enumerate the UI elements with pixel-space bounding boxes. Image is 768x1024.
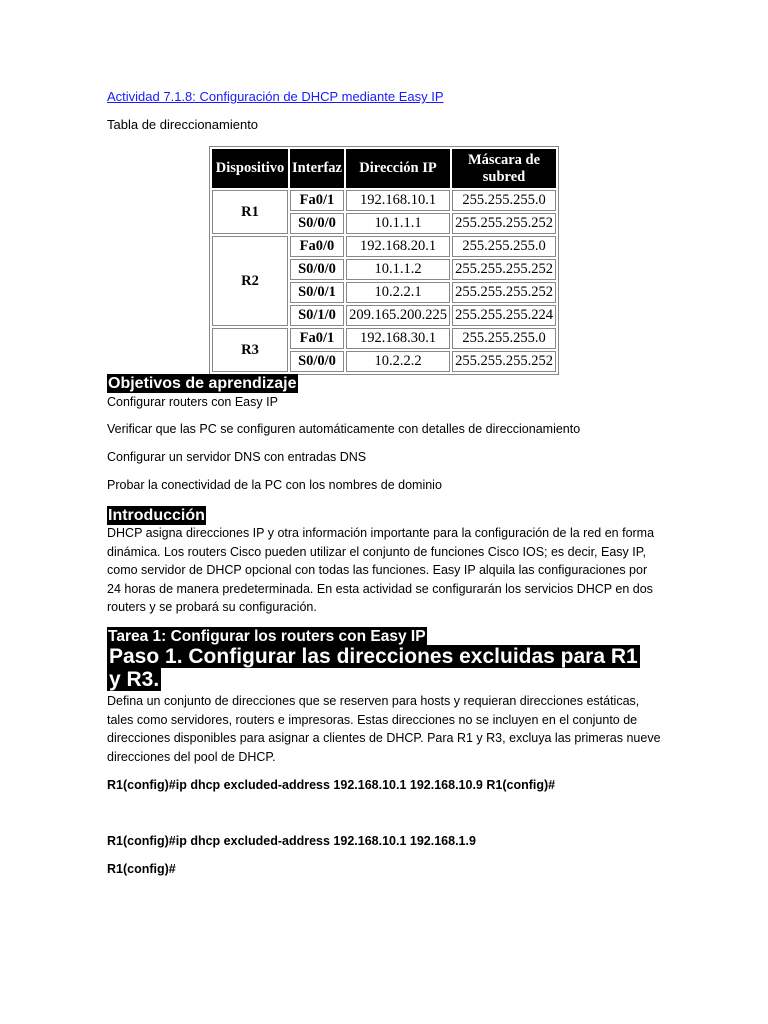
- objective-item: Verificar que las PC se configuren automáticamente con detalles de direccionamiento: [107, 422, 581, 436]
- header-mask: Máscara de subred: [452, 149, 556, 188]
- mask-cell: 255.255.255.224: [452, 305, 556, 326]
- ip-cell: 192.168.20.1: [346, 236, 450, 257]
- mask-cell: 255.255.255.252: [452, 259, 556, 280]
- table-row: [212, 328, 556, 349]
- task1-heading: Tarea 1: Configurar los routers con Easy IP: [108, 628, 426, 645]
- table-caption: Tabla de direccionamiento: [107, 117, 259, 132]
- ip-cell: 10.2.2.1: [346, 282, 450, 303]
- table-header-row: [212, 149, 556, 188]
- ip-cell: 192.168.10.1: [346, 190, 450, 211]
- mask-cell: 255.255.255.252: [452, 351, 556, 372]
- device-cell: R3: [212, 328, 288, 372]
- interface-cell: Fa0/0: [290, 236, 344, 257]
- ip-cell: 10.2.2.2: [346, 351, 450, 372]
- mask-cell: 255.255.255.0: [452, 328, 556, 349]
- step1-paragraph: Defina un conjunto de direcciones que se reserven para hosts y requieran direcciones estáticas, tales como servidores, routers e impresoras. Estas direcciones no se incluyen en el conjunto de direcciones disponibles para asignar a clientes de DHCP. Para R1 y R3, excluya las primeras nueve direcciones del pool de DHCP.: [107, 694, 661, 764]
- header-device: Dispositivo: [212, 149, 288, 188]
- ip-cell: 10.1.1.2: [346, 259, 450, 280]
- mask-cell: 255.255.255.252: [452, 282, 556, 303]
- objective-item: Probar la conectividad de la PC con los nombres de dominio: [107, 478, 442, 492]
- command-line: R1(config)#ip dhcp excluded-address 192.168.10.1 192.168.1.9: [107, 834, 476, 848]
- step1-heading-text: Paso 1. Configurar las direcciones excluidas para R1 y R3.: [109, 645, 638, 691]
- objectives-heading: Objetivos de aprendizaje: [108, 375, 297, 392]
- step1-heading: [107, 645, 647, 691]
- interface-cell: S0/0/0: [290, 213, 344, 234]
- device-cell: R2: [212, 236, 288, 326]
- mask-cell: 255.255.255.252: [452, 213, 556, 234]
- header-interface: Interfaz: [290, 149, 344, 188]
- command-line: R1(config)#: [107, 862, 176, 876]
- device-cell: R1: [212, 190, 288, 234]
- intro-heading: Introducción: [108, 507, 205, 524]
- activity-title-link[interactable]: Actividad 7.1.8: Configuración de DHCP mediante Easy IP: [107, 89, 444, 104]
- interface-cell: S0/1/0: [290, 305, 344, 326]
- objective-item: Configurar routers con Easy IP: [107, 395, 278, 409]
- interface-cell: Fa0/1: [290, 190, 344, 211]
- intro-paragraph: DHCP asigna direcciones IP y otra información importante para la configuración de la red en forma dinámica. Los routers Cisco pueden utilizar el conjunto de funciones Cisco IOS; es decir, Easy IP, como servidor de DHCP opcional con todas las funciones. Easy IP alquila las configuraciones por 24 horas de manera predeterminada. En esta actividad se configurarán los servicios DHCP en dos routers y se probará su configuración.: [107, 526, 655, 614]
- ip-cell: 10.1.1.1: [346, 213, 450, 234]
- addressing-table: [209, 146, 559, 375]
- table-row: [212, 236, 556, 257]
- interface-cell: S0/0/1: [290, 282, 344, 303]
- ip-cell: 192.168.30.1: [346, 328, 450, 349]
- ip-cell: 209.165.200.225: [346, 305, 450, 326]
- objective-item: Configurar un servidor DNS con entradas DNS: [107, 450, 367, 464]
- interface-cell: S0/0/0: [290, 259, 344, 280]
- mask-cell: 255.255.255.0: [452, 236, 556, 257]
- interface-cell: Fa0/1: [290, 328, 344, 349]
- header-ip: Dirección IP: [346, 149, 450, 188]
- table-row: [212, 190, 556, 211]
- command-line: R1(config)#ip dhcp excluded-address 192.168.10.1 192.168.10.9 R1(config)#: [107, 778, 556, 792]
- interface-cell: S0/0/0: [290, 351, 344, 372]
- mask-cell: 255.255.255.0: [452, 190, 556, 211]
